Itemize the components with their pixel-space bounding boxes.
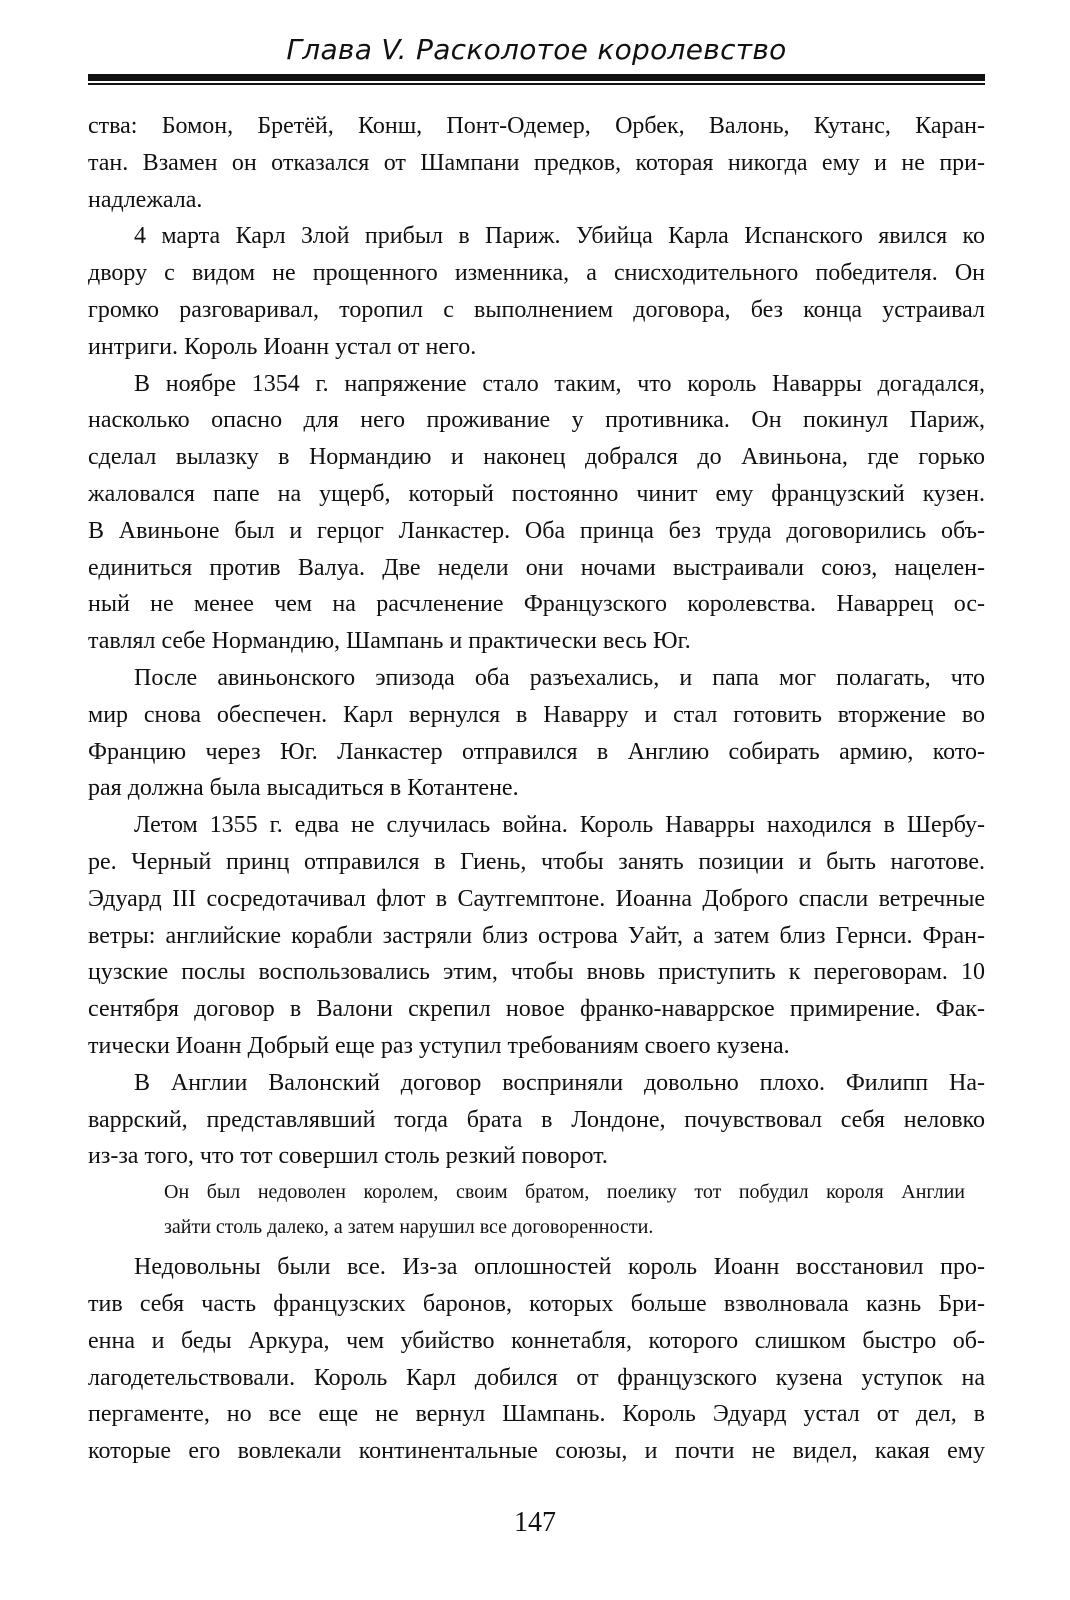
text-line: двору с видом не прощенного изменника, а снисходительного победителя. Он	[88, 260, 985, 287]
text-line: рая должна была высадиться в Котантене.	[88, 775, 519, 802]
text-line: сентября договор в Валони скрепил новое франко-наваррское примирение. Фак-	[88, 996, 985, 1023]
paragraph-5	[88, 807, 985, 1065]
quote-line: Он был недоволен королем, своим братом, поелику тот побудил короля Англии	[164, 1181, 965, 1204]
text-line: которые его вовлекали континентальные союзы, и почти не видел, какая ему	[88, 1438, 985, 1465]
text-line: ветры: английские корабли застряли близ острова Уайт, а затем близ Гернси. Фран-	[88, 922, 985, 949]
text-line: Летом 1355 г. едва не случилась война. Король Наварры находился в Шербу-	[134, 812, 985, 839]
paragraph-3	[88, 366, 985, 660]
paragraph-6	[88, 1065, 985, 1175]
text-line: пергаменте, но все еще не вернул Шампань. Король Эдуард устал от дел, в	[88, 1401, 985, 1428]
text-line: мир снова обеспечен. Карл вернулся в Наварру и стал готовить вторжение во	[88, 701, 985, 728]
quote-line: зайти столь далеко, а затем нарушил все договоренности.	[164, 1216, 654, 1239]
text-line: из-за того, что тот совершил столь резкий поворот.	[88, 1143, 608, 1170]
text-line: цузские послы воспользовались этим, чтобы вновь приступить к переговорам. 10	[88, 959, 985, 986]
text-line: тив себя часть французских баронов, которых больше взволновала казнь Бри-	[88, 1290, 985, 1317]
text-line: варрский, представлявший тогда брата в Лондоне, почувствовал себя неловко	[88, 1106, 985, 1133]
text-line: Францию через Юг. Ланкастер отправился в Англию собирать армию, кото-	[88, 738, 985, 765]
text-line: интриги. Король Иоанн устал от него.	[88, 333, 477, 360]
body-text	[88, 108, 985, 1470]
header-rule-thick	[88, 74, 985, 81]
text-line: В Авиньоне был и герцог Ланкастер. Оба принца без труда договорились объ-	[88, 517, 985, 544]
text-line: ный не менее чем на расчленение Французского королевства. Наваррец ос-	[88, 591, 985, 618]
text-line: жаловался папе на ущерб, который постоянно чинит ему французский кузен.	[88, 480, 985, 507]
text-line: В ноябре 1354 г. напряжение стало таким, что король Наварры догадался,	[134, 370, 985, 397]
running-header	[88, 30, 985, 70]
text-line: тически Иоанн Добрый еще раз уступил требованиям своего кузена.	[88, 1032, 790, 1059]
text-line: 4 марта Карл Злой прибыл в Париж. Убийца Карла Испанского явился ко	[134, 223, 985, 250]
text-line: сделал вылазку в Нормандию и наконец добрался до Авиньона, где горько	[88, 444, 985, 471]
chapter-title: Глава V. Расколотое королевство	[286, 33, 787, 66]
page-number: 147	[514, 1507, 556, 1538]
text-line: тавлял себе Нормандию, Шампань и практически весь Юг.	[88, 628, 691, 655]
text-line: громко разговаривал, торопил с выполнением договора, без конца устраивал	[88, 296, 985, 323]
text-line: ства: Бомон, Бретёй, Конш, Понт-Одемер, Орбек, Валонь, Кутанс, Каран-	[88, 113, 985, 139]
paragraph-4	[88, 660, 985, 807]
text-line: Недовольны были все. Из-за оплошностей король Иоанн восстановил про-	[134, 1254, 985, 1281]
text-line: В Англии Валонский договор восприняли довольно плохо. Филипп На-	[134, 1069, 985, 1096]
text-line: Эдуард III сосредотачивал флот в Саутгемптоне. Иоанна Доброго спасли ветречные	[88, 885, 985, 912]
header-rule-thin	[88, 83, 985, 85]
text-line: надлежала.	[88, 186, 203, 213]
block-quote	[164, 1175, 965, 1245]
text-line: ре. Черный принц отправился в Гиень, чтобы занять позиции и быть наготове.	[88, 848, 985, 875]
paragraph-7	[88, 1249, 985, 1470]
text-line: лагодетельствовали. Король Карл добился от французского кузена уступок на	[88, 1364, 985, 1391]
paragraph-2	[88, 218, 985, 365]
text-line: насколько опасно для него проживание у противника. Он покинул Париж,	[88, 407, 985, 434]
text-line: После авиньонского эпизода оба разъехались, и папа мог полагать, что	[134, 664, 985, 691]
text-line: енна и беды Аркура, чем убийство коннетабля, которого слишком быстро об-	[88, 1327, 985, 1354]
text-line: тан. Взамен он отказался от Шампани предков, которая никогда ему и не при-	[88, 149, 985, 176]
paragraph-1	[88, 108, 985, 218]
text-line: единиться против Валуа. Две недели они ночами выстраивали союз, нацелен-	[88, 554, 985, 581]
